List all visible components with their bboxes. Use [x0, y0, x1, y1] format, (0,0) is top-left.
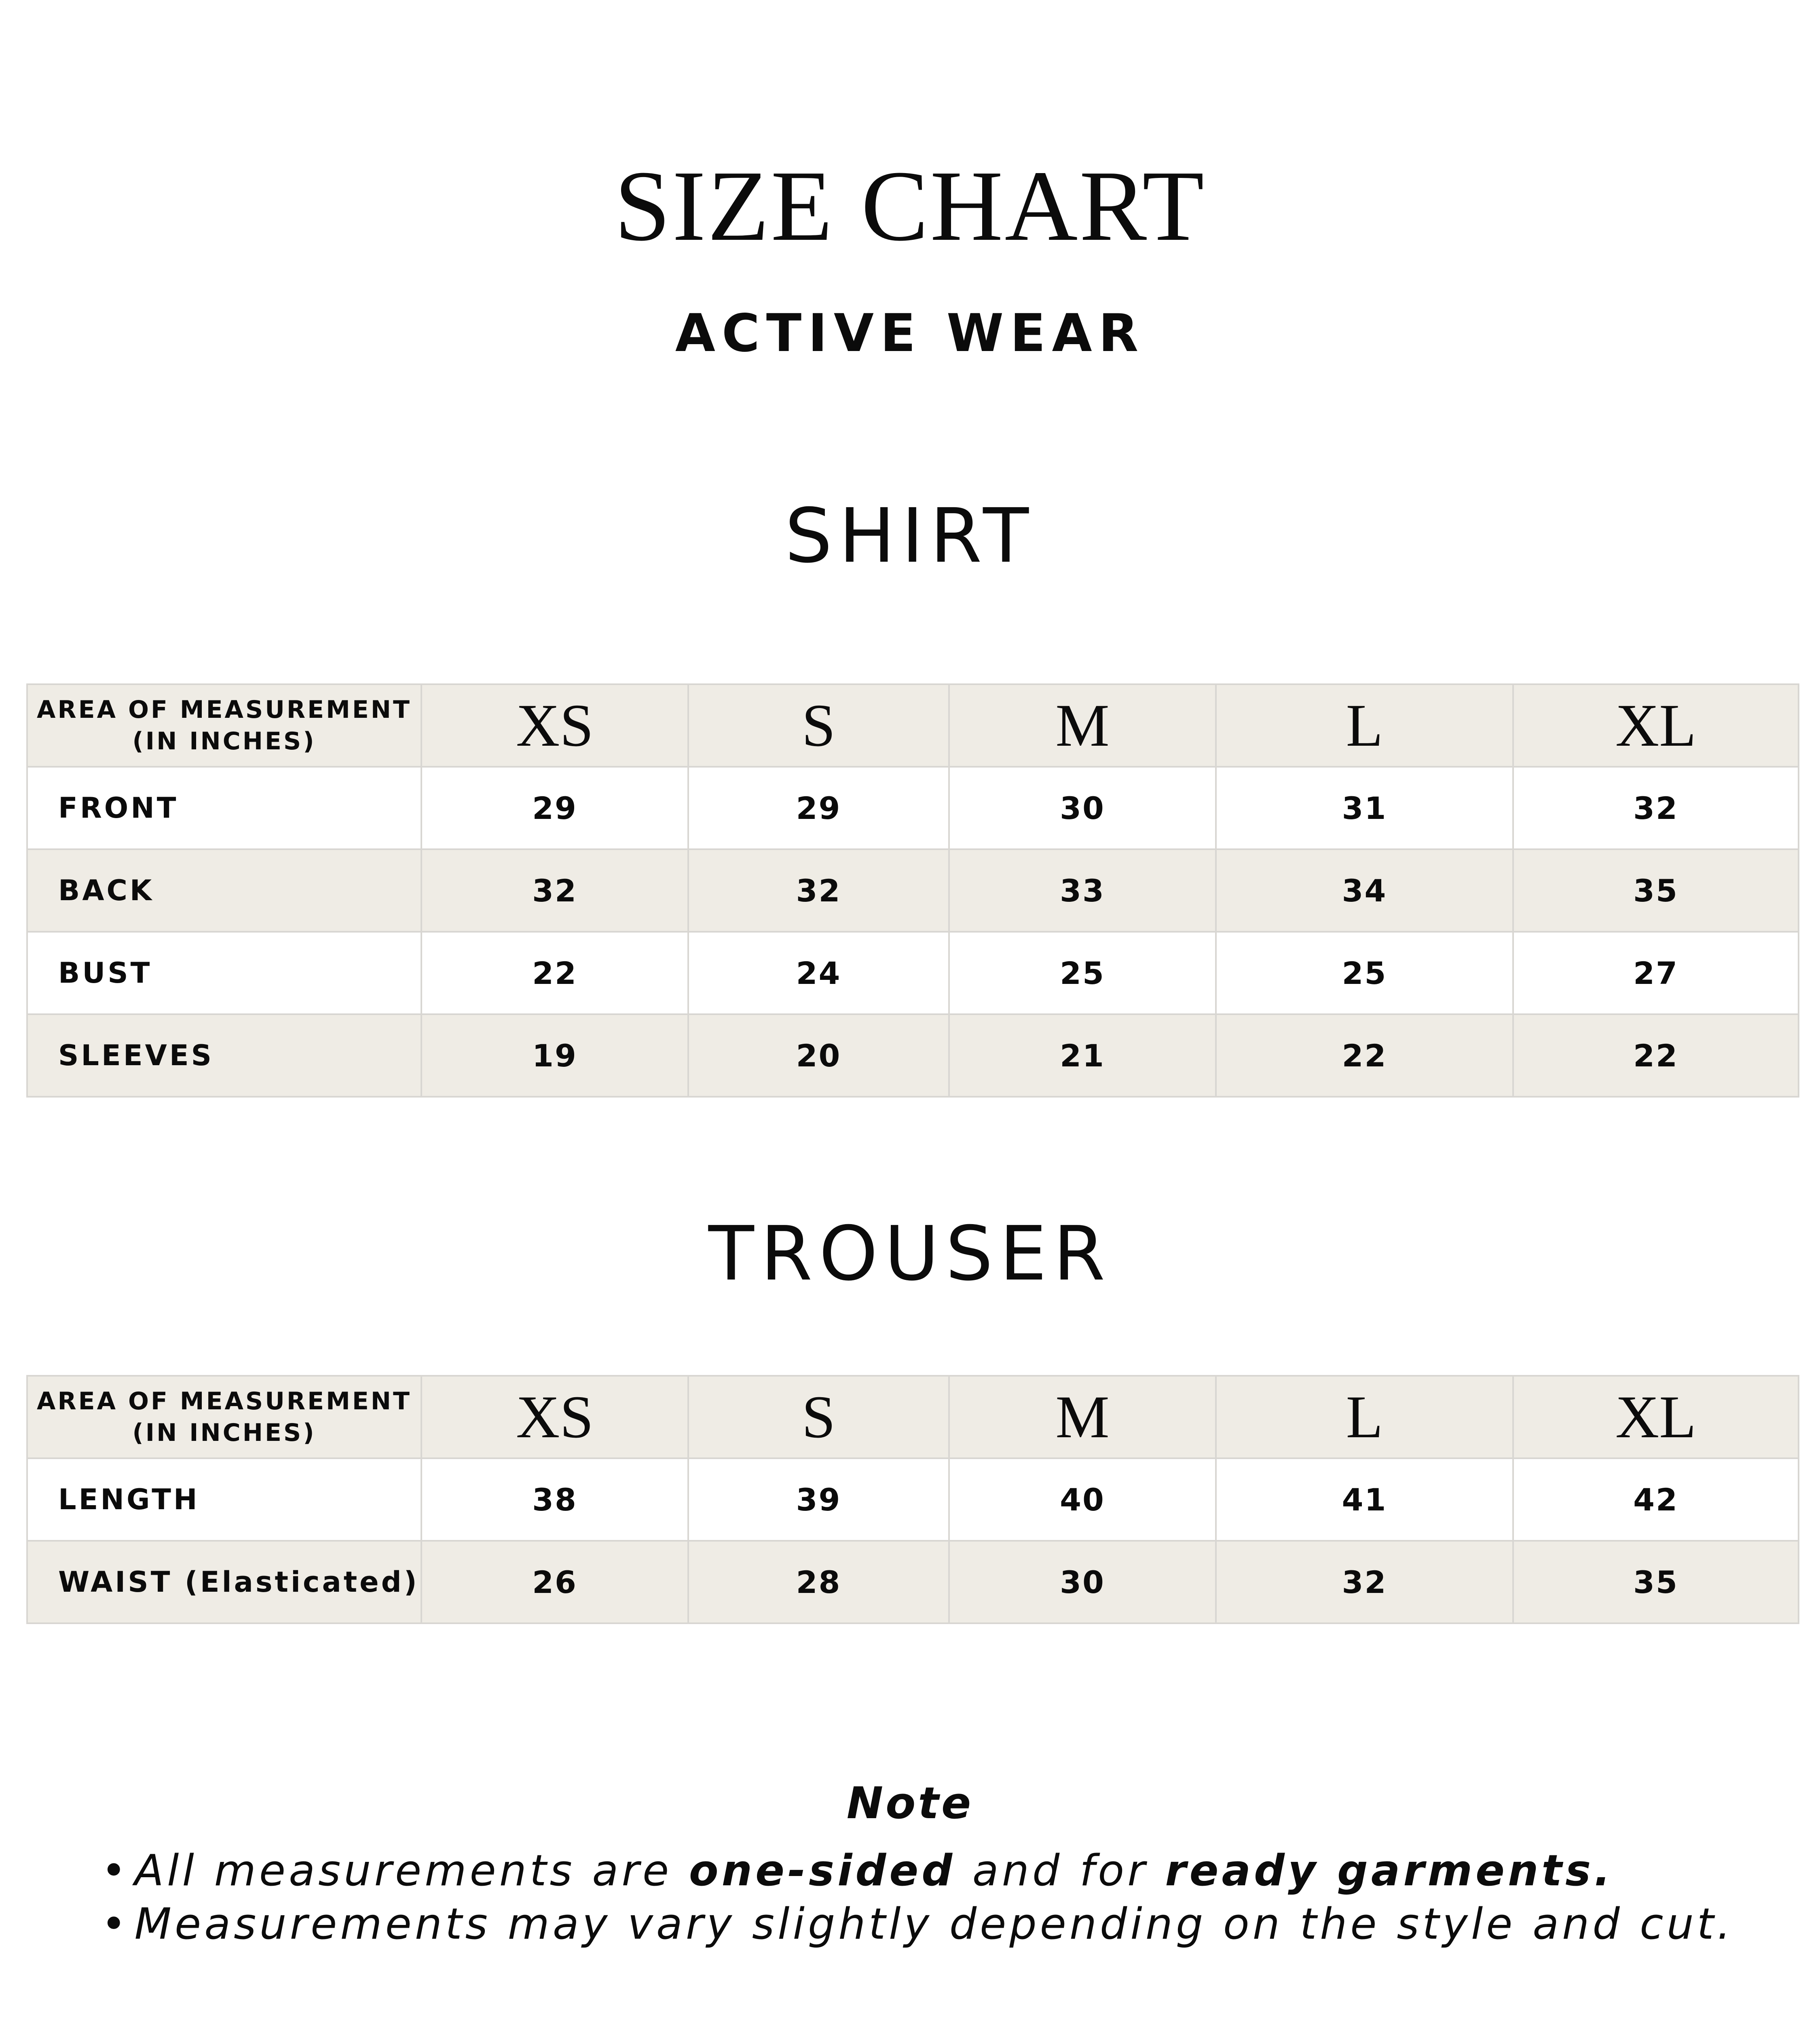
note-item	[101, 1897, 1734, 1951]
row-label: WAIST (Elasticated)	[27, 1541, 421, 1623]
note-list	[101, 1844, 1734, 1951]
note-emphasis: ready garments.	[1165, 1846, 1614, 1895]
value-cell: 35	[1513, 1541, 1799, 1623]
row-label: LENGTH	[27, 1458, 421, 1541]
trouser-section-title: TROUSER	[708, 1210, 1112, 1297]
size-header-l: L	[1216, 684, 1513, 767]
trouser-size-table	[26, 1375, 1799, 1624]
shirt-section-title: SHIRT	[784, 492, 1036, 580]
value-cell: 34	[1216, 849, 1513, 932]
header-label-line2: (IN INCHES)	[132, 727, 316, 755]
table-row	[27, 1541, 1799, 1623]
table-row	[27, 767, 1799, 849]
note-emphasis: one-sided	[689, 1846, 956, 1895]
size-header-l: L	[1216, 1376, 1513, 1458]
value-cell: 33	[949, 849, 1216, 932]
row-label: FRONT	[27, 767, 421, 849]
value-cell: 21	[949, 1014, 1216, 1097]
note-item	[101, 1844, 1734, 1897]
size-header-xl: XL	[1513, 684, 1799, 767]
table-header-row	[27, 684, 1799, 767]
value-cell: 22	[1513, 1014, 1799, 1097]
row-label: BACK	[27, 849, 421, 932]
size-header-s: S	[688, 684, 949, 767]
value-cell: 30	[949, 1541, 1216, 1623]
shirt-size-table	[26, 683, 1799, 1098]
header-label-cell	[27, 1376, 421, 1458]
note-text: and for	[955, 1846, 1165, 1895]
value-cell: 32	[1216, 1541, 1513, 1623]
header-label-cell	[27, 684, 421, 767]
value-cell: 25	[949, 932, 1216, 1014]
value-cell: 28	[688, 1541, 949, 1623]
value-cell: 32	[421, 849, 688, 932]
table-row	[27, 932, 1799, 1014]
note-text: Measurements may vary slightly depending on the style and cut.	[134, 1899, 1734, 1949]
value-cell: 32	[1513, 767, 1799, 849]
value-cell: 31	[1216, 767, 1513, 849]
value-cell: 19	[421, 1014, 688, 1097]
value-cell: 32	[688, 849, 949, 932]
value-cell: 24	[688, 932, 949, 1014]
value-cell: 22	[421, 932, 688, 1014]
table-row	[27, 849, 1799, 932]
value-cell: 26	[421, 1541, 688, 1623]
table-row	[27, 1014, 1799, 1097]
note-text: All measurements are	[134, 1846, 689, 1895]
value-cell: 41	[1216, 1458, 1513, 1541]
header-label-line2: (IN INCHES)	[132, 1419, 316, 1447]
value-cell: 22	[1216, 1014, 1513, 1097]
value-cell: 30	[949, 767, 1216, 849]
value-cell: 29	[421, 767, 688, 849]
size-header-m: M	[949, 684, 1216, 767]
header-label-line1: AREA OF MEASUREMENT	[37, 696, 412, 724]
value-cell: 38	[421, 1458, 688, 1541]
value-cell: 35	[1513, 849, 1799, 932]
size-header-m: M	[949, 1376, 1216, 1458]
header-label-line1: AREA OF MEASUREMENT	[37, 1387, 412, 1415]
table-row	[27, 1458, 1799, 1541]
page-title: SIZE CHART	[614, 150, 1206, 262]
value-cell: 29	[688, 767, 949, 849]
size-header-xs: XS	[421, 1376, 688, 1458]
note-heading: Note	[846, 1778, 974, 1829]
size-header-s: S	[688, 1376, 949, 1458]
value-cell: 42	[1513, 1458, 1799, 1541]
size-header-xs: XS	[421, 684, 688, 767]
row-label: BUST	[27, 932, 421, 1014]
size-header-xl: XL	[1513, 1376, 1799, 1458]
value-cell: 39	[688, 1458, 949, 1541]
value-cell: 25	[1216, 932, 1513, 1014]
row-label: SLEEVES	[27, 1014, 421, 1097]
value-cell: 20	[688, 1014, 949, 1097]
value-cell: 40	[949, 1458, 1216, 1541]
value-cell: 27	[1513, 932, 1799, 1014]
table-header-row	[27, 1376, 1799, 1458]
page-subtitle: ACTIVE WEAR	[675, 303, 1145, 364]
